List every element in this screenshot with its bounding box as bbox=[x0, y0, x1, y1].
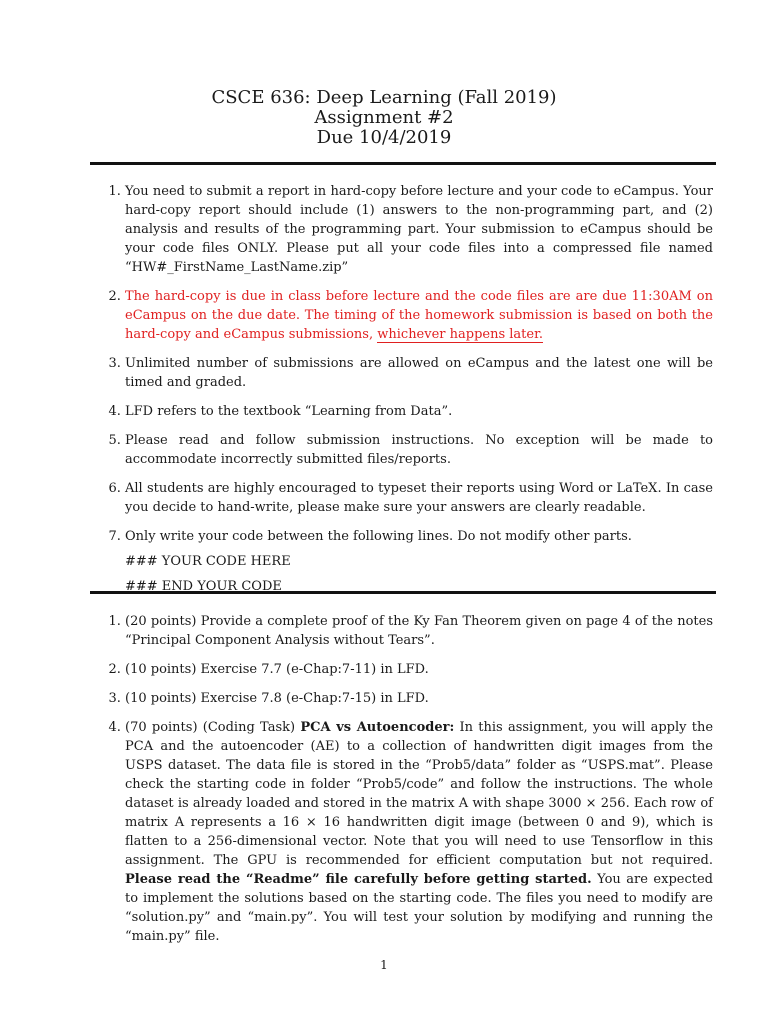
instruction-item-deadline: 2. The hard-copy is due in class before lecture and the code files are are due 11:30AM on eCampus on the due date. The timing of the homework submission is based on both the hard-copy and eCampus submissions, whichever happens later. bbox=[125, 287, 713, 344]
problem-item: 1. (20 points) Provide a complete proof of the Ky Fan Theorem given on page 4 of the notes “Principal Component Analysis without Tears”. bbox=[125, 612, 713, 650]
course-title: CSCE 636: Deep Learning (Fall 2019) bbox=[211, 87, 557, 108]
coding-task-title: PCA vs Autoencoder: bbox=[300, 720, 455, 735]
instruction-item: 4. LFD refers to the textbook “Learning from Data”. bbox=[125, 402, 713, 421]
instruction-item: 7. Only write your code between the following lines. Do not modify other parts. ### YOUR CODE HERE ### END YOUR CODE bbox=[125, 527, 713, 596]
readme-note: Please read the “Readme” file carefully before getting started. bbox=[125, 872, 592, 887]
problem-item-coding: 4. (70 points) (Coding Task) PCA vs Autoencoder: In this assignment, you will apply the PCA and the autoencoder (AE) to a collection of handwritten digit images from the USPS dataset. The data file is stored in the “Prob5/data” folder as “USPS.mat”. Please check the starting code in folder “Prob5/code” and follow the instructions. The whole dataset is already loaded and stored in the matrix A with shape 3000 × 256. Each row of matrix A represents a 16 × 16 handwritten digit image (between 0 and 9), which is flatten to a 256-dimensional vector. Note that you will need to use Tensorflow in this assignment. The GPU is recommended for efficient computation but not required. Please read the “Readme” file carefully before getting started. You are expected to implement the solutions based on the starting code. The files you need to modify are “solution.py” and “main.py”. You will test your solution by modifying and running the “main.py” file. bbox=[125, 718, 713, 946]
due-date: Due 10/4/2019 bbox=[316, 127, 452, 148]
instruction-item: 6. All students are highly encouraged to typeset their reports using Word or LaTeX. In case you decide to hand-write, please make sure your answers are clearly readable. bbox=[125, 479, 713, 517]
emphasis-underline: whichever happens later. bbox=[377, 327, 544, 342]
problems-list bbox=[90, 612, 713, 956]
middle-rule bbox=[90, 591, 716, 594]
top-rule bbox=[90, 162, 716, 165]
assignment-number: Assignment #2 bbox=[314, 107, 454, 128]
problem-item: 2. (10 points) Exercise 7.7 (e-Chap:7-11) in LFD. bbox=[125, 660, 713, 679]
instruction-item: 3. Unlimited number of submissions are allowed on eCampus and the latest one will be timed and graded. bbox=[125, 354, 713, 392]
instruction-item: 1. You need to submit a report in hard-copy before lecture and your code to eCampus. Your hard-copy report should include (1) answers to the non-programming part, and (2) analysis and results of the programming part. Your submission to eCampus should be your code files ONLY. Please put all your code files into a compressed file named “HW#_FirstName_LastName.zip” bbox=[125, 182, 713, 277]
instructions-list bbox=[90, 182, 713, 606]
problem-item: 3. (10 points) Exercise 7.8 (e-Chap:7-15) in LFD. bbox=[125, 689, 713, 708]
title-block bbox=[0, 88, 768, 148]
code-begin-marker: ### YOUR CODE HERE bbox=[125, 554, 291, 569]
instruction-item: 5. Please read and follow submission instructions. No exception will be made to accommodate incorrectly submitted files/reports. bbox=[125, 431, 713, 469]
page-number: 1 bbox=[380, 958, 388, 972]
code-end-marker: ### END YOUR CODE bbox=[125, 579, 282, 594]
